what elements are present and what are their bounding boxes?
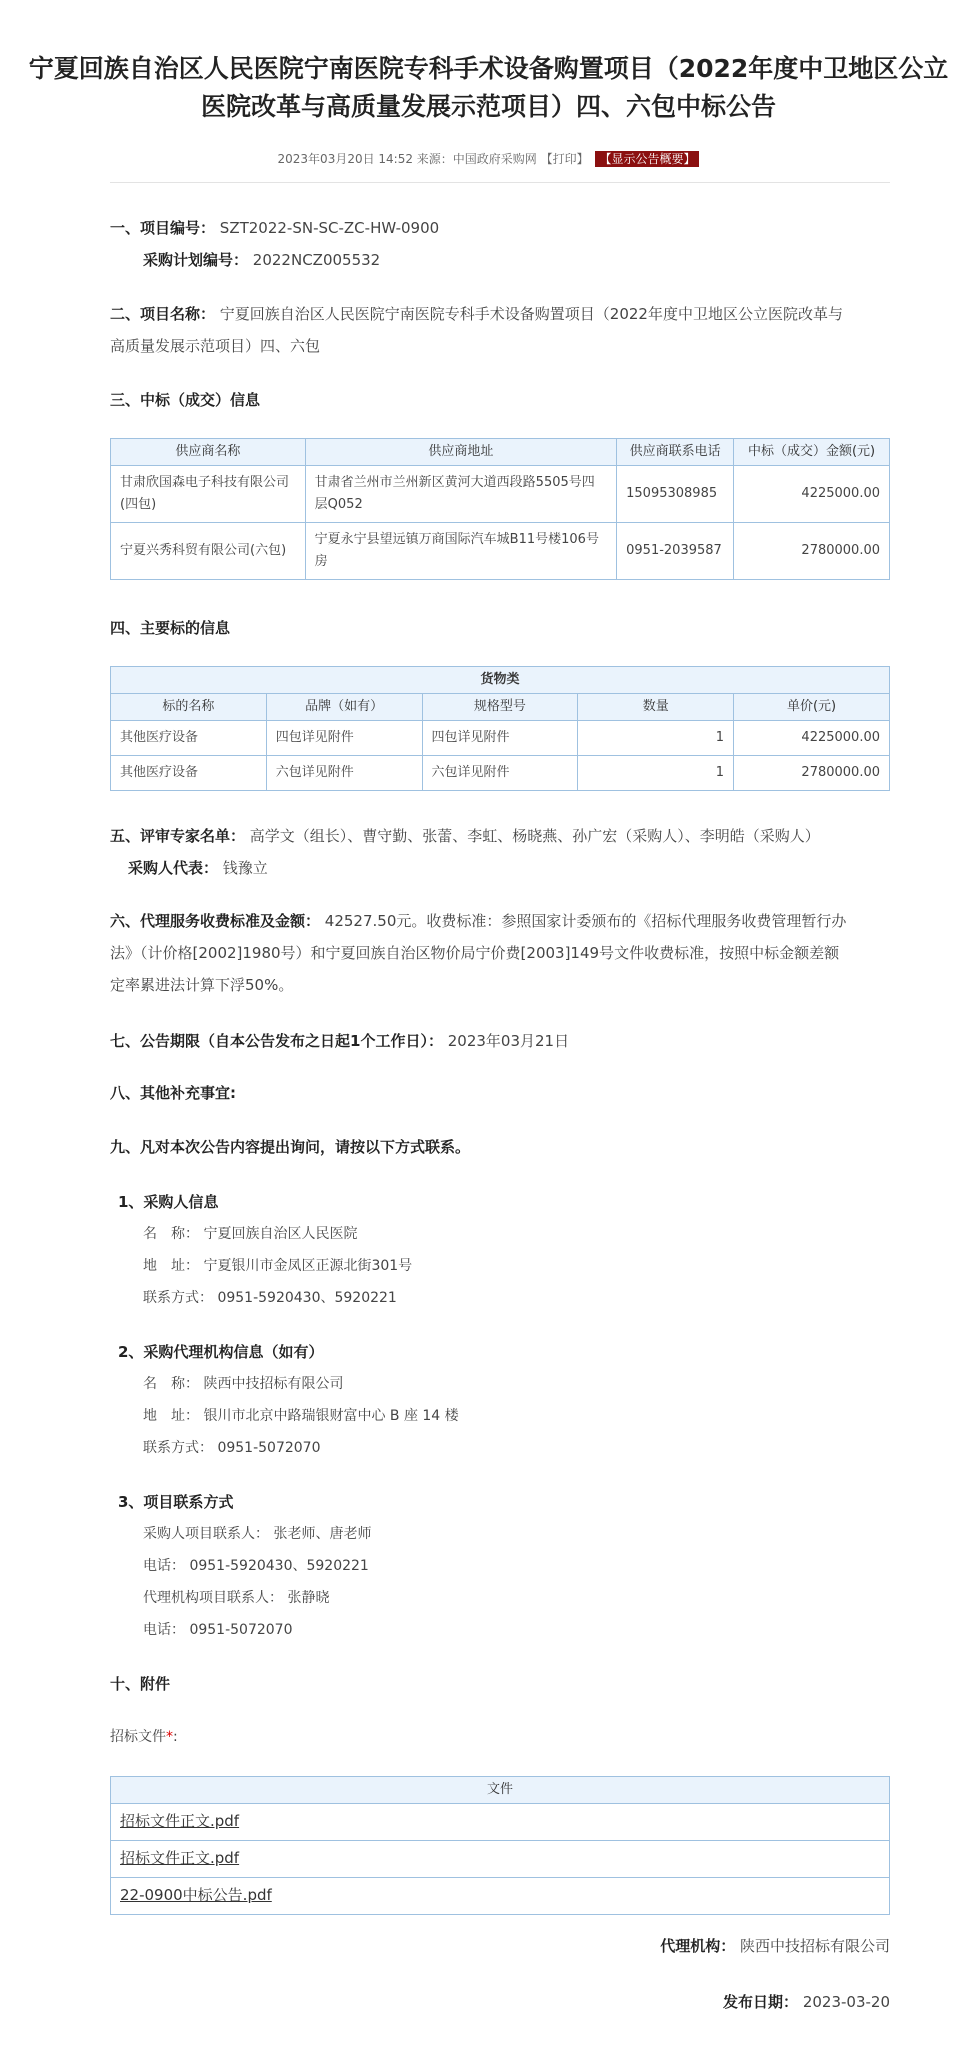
cell: 甘肃欣国森电子科技有限公司(四包)	[111, 466, 306, 523]
value-cont: 法》（计价格[2002]1980号）和宁夏回族自治区物价局宁价费[2003]149号文件收费标准，按照中标金额差额	[110, 944, 840, 962]
title-line-2: 医院改革与高质量发展示范项目）四、六包中标公告	[200, 92, 776, 121]
header-cell: 供应商联系电话	[617, 439, 734, 466]
value: 42527.50元。收费标准：参照国家计委颁布的《招标代理服务收费管理暂行办	[324, 912, 847, 930]
header-cell: 品牌（如有）	[266, 694, 422, 721]
file-link[interactable]: 招标文件正文.pdf	[120, 1812, 240, 1830]
value: 宁夏回族自治区人民医院宁南医院专科手术设备购置项目（2022年度中卫地区公立医院改革与	[219, 305, 843, 323]
label: 二、项目名称：	[110, 305, 216, 323]
cell: 15095308985	[617, 466, 734, 523]
cell: 四包详见附件	[422, 721, 578, 756]
cell: 1	[578, 756, 734, 791]
award-table	[110, 438, 890, 580]
section-main-items	[110, 612, 890, 644]
section-heading: 三、中标（成交）信息	[110, 391, 261, 409]
section-project-name	[110, 298, 890, 362]
items-table	[110, 666, 890, 791]
label: 六、代理服务收费标准及金额：	[110, 912, 321, 930]
value: 2023-03-20	[802, 1993, 890, 2011]
cell: 2780000.00	[734, 756, 890, 791]
value-cont: 高质量发展示范项目）四、六包	[110, 337, 321, 355]
cell: 1	[578, 721, 734, 756]
cell: 4225000.00	[734, 466, 890, 523]
cell: 4225000.00	[734, 721, 890, 756]
table-row	[111, 1878, 890, 1915]
divider	[110, 182, 890, 183]
purchaser-info	[110, 1186, 890, 1314]
table-row	[111, 756, 890, 791]
cell: 六包详见附件	[422, 756, 578, 791]
purchaser-phone: 联系方式： 0951-5920430、5920221	[143, 1290, 397, 1306]
section-heading: 四、主要标的信息	[110, 619, 231, 637]
items-table-wrap	[110, 666, 890, 791]
section-heading: 八、其他补充事宜:	[110, 1084, 236, 1102]
label: 招标文件	[110, 1729, 166, 1745]
section-project-number	[110, 212, 890, 276]
section-experts	[110, 820, 890, 884]
meta-line	[0, 150, 977, 167]
table-row	[111, 523, 890, 580]
value: 2022NCZ005532	[252, 251, 381, 269]
project-contacts	[110, 1486, 890, 1646]
agency-contact-phone: 电话： 0951-5072070	[143, 1622, 293, 1638]
table-row	[111, 1804, 890, 1841]
page-title	[0, 50, 977, 126]
purchaser-address: 地 址： 宁夏银川市金凤区正源北街301号	[143, 1258, 413, 1274]
cell: 其他医疗设备	[111, 756, 267, 791]
cell: 其他医疗设备	[111, 721, 267, 756]
header-cell: 中标（成交）金额(元)	[734, 439, 890, 466]
table-row	[111, 466, 890, 523]
agency-contact: 代理机构项目联系人： 张静晓	[143, 1590, 330, 1606]
agency-address: 地 址： 银川市北京中路瑞银财富中心 B 座 14 楼	[143, 1408, 459, 1424]
purchaser-contact: 采购人项目联系人： 张老师、唐老师	[143, 1526, 372, 1542]
section-heading: 十、附件	[110, 1675, 171, 1693]
file-link[interactable]: 招标文件正文.pdf	[120, 1849, 240, 1867]
section-other	[110, 1077, 890, 1109]
label: 采购人代表：	[128, 859, 219, 877]
header-cell: 文件	[111, 1777, 890, 1804]
title-line-1: 宁夏回族自治区人民医院宁南医院专科手术设备购置项目（2022年度中卫地区公立	[28, 54, 949, 83]
header-cell: 标的名称	[111, 694, 267, 721]
table-row	[111, 1841, 890, 1878]
section-notice-period	[110, 1025, 890, 1057]
value-cont: 定率累进法计算下浮50%。	[110, 976, 294, 994]
sub-heading: 1、采购人信息	[118, 1193, 219, 1211]
cell: 甘肃省兰州市兰州新区黄河大道西段路5505号四层Q052	[305, 466, 616, 523]
purchaser-name: 名 称： 宁夏回族自治区人民医院	[143, 1226, 358, 1242]
label: 五、评审专家名单：	[110, 827, 246, 845]
section-attachments	[110, 1668, 890, 1700]
colon: :	[173, 1729, 178, 1745]
value: 陕西中技招标有限公司	[739, 1937, 890, 1955]
label: 七、公告期限（自本公告发布之日起1个工作日）：	[110, 1032, 443, 1050]
cell: 宁夏永宁县望远镇万商国际汽车城B11号楼106号房	[305, 523, 616, 580]
section-heading: 九、凡对本次公告内容提出询问，请按以下方式联系。	[110, 1138, 471, 1156]
header-cell: 单价(元)	[734, 694, 890, 721]
agency-name: 名 称： 陕西中技招标有限公司	[143, 1376, 344, 1392]
label: 一、项目编号：	[110, 219, 216, 237]
value: 高学文（组长）、曹守勤、张蕾、李虹、杨晓燕、孙广宏（采购人）、李明皓（采购人）	[249, 827, 820, 845]
award-table-wrap	[110, 438, 890, 580]
header-cell: 供应商地址	[305, 439, 616, 466]
value: 2023年03月21日	[447, 1032, 570, 1050]
section-award-info	[110, 384, 890, 416]
sub-heading: 2、采购代理机构信息（如有）	[118, 1343, 324, 1361]
publish-info: 2023年03月20日 14:52 来源：中国政府采购网	[277, 152, 541, 166]
footer-agency	[660, 1935, 890, 1956]
files-table	[110, 1776, 890, 1915]
header-cell: 规格型号	[422, 694, 578, 721]
cell: 0951-2039587	[617, 523, 734, 580]
show-summary-button[interactable]: 【显示公告概要】	[595, 151, 699, 167]
group-header: 货物类	[111, 667, 890, 694]
attachment-label	[110, 1721, 890, 1753]
header-cell: 供应商名称	[111, 439, 306, 466]
cell: 四包详见附件	[266, 721, 422, 756]
required-mark: *	[166, 1729, 173, 1745]
value: SZT2022-SN-SC-ZC-HW-0900	[219, 219, 440, 237]
section-agency-fee	[110, 905, 890, 1001]
agency-phone: 联系方式： 0951-5072070	[143, 1440, 321, 1456]
cell: 六包详见附件	[266, 756, 422, 791]
label: 发布日期：	[723, 1993, 799, 2011]
footer-date	[723, 1991, 890, 2012]
sub-heading: 3、项目联系方式	[118, 1493, 234, 1511]
label: 代理机构：	[660, 1937, 736, 1955]
agency-info	[110, 1336, 890, 1464]
section-contact	[110, 1131, 890, 1163]
file-link[interactable]: 22-0900中标公告.pdf	[120, 1886, 272, 1904]
value: 钱豫立	[222, 859, 268, 877]
header-cell: 数量	[578, 694, 734, 721]
purchaser-contact-phone: 电话： 0951-5920430、5920221	[143, 1558, 369, 1574]
files-table-wrap	[110, 1776, 890, 1915]
table-row	[111, 721, 890, 756]
cell: 2780000.00	[734, 523, 890, 580]
print-link[interactable]: 【打印】	[540, 152, 589, 166]
cell: 宁夏兴秀科贸有限公司(六包)	[111, 523, 306, 580]
label: 采购计划编号：	[143, 251, 249, 269]
